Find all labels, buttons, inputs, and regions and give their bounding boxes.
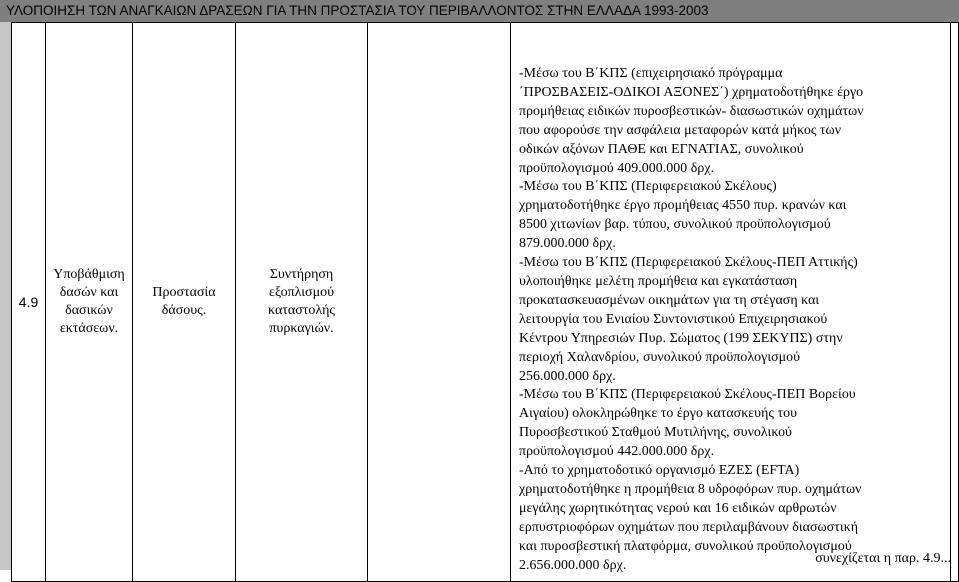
- description-line: χρηματοδοτήθηκε έργο προμήθειας 4550 πυρ. κρανών και: [519, 198, 847, 214]
- category-line: εκτάσεων.: [59, 321, 119, 337]
- description-line: ερπυστριοφόρων οχημάτων που περιλαμβάνουν διασωστική: [519, 519, 859, 535]
- row-number: 4.9: [18, 294, 39, 311]
- document-title: ΥΛΟΠΟΙΗΣΗ ΤΩΝ ΑΝΑΓΚΑΙΩΝ ΔΡΑΣΕΩΝ ΓΙΑ ΤΗΝ ΠΡΟΣΤΑΣΙΑ ΤΟΥ ΠΕΡΙΒΑΛΛΟΝΤΟΣ ΣΤΗΝ ΕΛΛΑΔΑ 1993-2003: [6, 3, 709, 18]
- description-cell: [511, 23, 951, 582]
- category-line: δασών και: [59, 285, 119, 301]
- description-line: -Μέσω του Β΄ΚΠΣ (Περιφερειακού Σκέλους-ΠΕΠ Βορείου: [519, 387, 856, 403]
- category-line: δασικών: [65, 303, 113, 319]
- description-line: -Μέσω του Β΄ΚΠΣ (Περιφερειακού Σκέλους): [519, 179, 777, 195]
- description-line: υλοποιήθηκε μελέτη προμήθεια και εγκατάσταση: [519, 273, 798, 289]
- action-cell: [236, 23, 368, 582]
- continuation-text: συνεχίζεται η παρ. 4.9...: [815, 551, 951, 566]
- description-line: προμήθειας ειδικών πυροσβεστικών- διασωστικών οχημάτων: [519, 103, 864, 119]
- description-line: 2.656.000.000 δρχ.: [519, 557, 627, 573]
- description-line: 879.000.000 δρχ.: [519, 236, 616, 252]
- description-line: Αιγαίου) ολοκληρώθηκε το έργο κατασκευής του: [519, 406, 798, 422]
- left-gutter: [0, 22, 11, 570]
- table-row: [12, 23, 959, 582]
- description-text: [519, 65, 942, 575]
- description-line: μεγάλης χωρητικότητας νερού και 16 ειδικών αρθρωτών: [519, 500, 837, 516]
- description-line: -Μέσω του Β΄ΚΠΣ (επιχειρησιακό πρόγραμμα: [519, 66, 783, 81]
- description-line: -Μέσω του Β΄ΚΠΣ (Περιφερειακού Σκέλους-ΠΕΠ Αττικής): [519, 255, 858, 271]
- description-line: προϋπολογισμού 409.000.000 δρχ.: [519, 160, 715, 176]
- description-line: περιοχή Χαλανδρίου, συνολικού προϋπολογισμού: [519, 349, 801, 365]
- description-line: και πυροσβεστική πλατφόρμα, συνολικού προϋπολογισμού: [519, 538, 852, 554]
- description-line: Κέντρου Υπηρεσιών Πυρ. Σώματος (199 ΣΕΚΥΠΣ) στην: [519, 330, 843, 346]
- description-line: λειτουργία του Ενιαίου Συντονιστικού Επιχειρησιακού: [519, 311, 828, 327]
- description-line: -Από το χρηματοδοτικό οργανισμό ΕΖΕΣ (EFTA): [519, 463, 800, 479]
- subcategory-line: δάσους.: [161, 303, 207, 319]
- description-line: χρηματοδοτήθηκε η προμήθεια 8 υδροφόρων πυρ. οχημάτων: [519, 481, 862, 497]
- empty-cell: [368, 23, 511, 582]
- action-line: Συντήρηση εξοπλισμού: [268, 267, 335, 301]
- description-line: 256.000.000 δρχ.: [519, 368, 616, 384]
- description-line: που αφορούσε την ασφάλεια μεταφορών κατά μήκος των: [519, 122, 842, 138]
- description-line: 8500 χιτωνίων βαρ. τύπου, συνολικού προϋπολογισμού: [519, 217, 831, 233]
- continuation-note: [815, 551, 951, 567]
- description-line: ΄ΠΡΟΣΒΑΣΕΙΣ-ΟΔΙΚΟΙ ΑΞΟΝΕΣ΄) χρηματοδοτήθηκε έργο: [519, 84, 864, 100]
- subcategory-cell: [133, 23, 236, 582]
- category-line: Υποβάθμιση: [53, 267, 125, 283]
- measures-table: [11, 22, 959, 582]
- description-line: οδικών αξόνων ΠΑΘΕ και ΕΓΝΑΤΙΑΣ, συνολικού: [519, 141, 804, 157]
- action-line: καταστολής πυρκαγιών.: [268, 303, 335, 337]
- empty-cell: [951, 23, 959, 582]
- problem-category-cell: [46, 23, 133, 582]
- subcategory-line: Προστασία: [152, 285, 216, 301]
- document-header: [0, 0, 959, 22]
- row-number-cell: [12, 23, 46, 582]
- description-line: Πυροσβεστικού Σταθμού Μυτιλήνης, συνολικού: [519, 425, 792, 441]
- description-line: προκατασκευασμένων οικημάτων για τη στέγαση και: [519, 292, 820, 308]
- description-line: προϋπολογισμού 442.000.000 δρχ.: [519, 444, 715, 460]
